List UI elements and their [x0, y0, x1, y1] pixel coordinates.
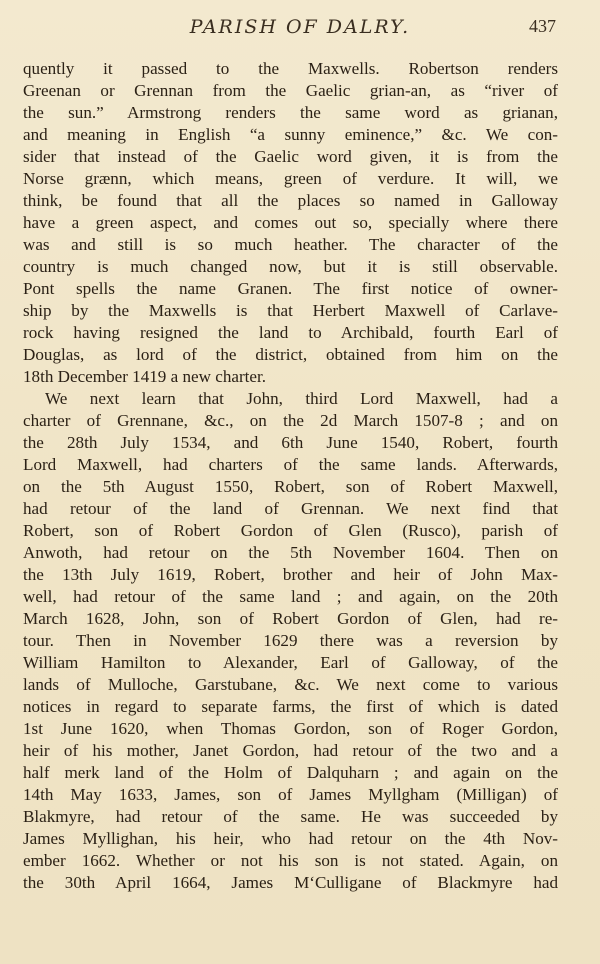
body-text [23, 58, 558, 894]
text-line: Greenan or Grennan from the Gaelic grian-an, as “river of [23, 81, 558, 100]
text-line: Lord Maxwell, had charters of the same lands. Afterwards, [23, 455, 558, 474]
text-line: We next learn that John, third Lord Maxwell, had a [45, 389, 558, 408]
text-line: lands of Mulloche, Garstubane, &c. We next come to various [23, 675, 558, 694]
text-line: William Hamilton to Alexander, Earl of Galloway, of the [23, 653, 558, 672]
text-line: quently it passed to the Maxwells. Robertson renders [23, 59, 558, 78]
text-line: March 1628, John, son of Robert Gordon of Glen, had re- [23, 609, 558, 628]
text-line: Blakmyre, had retour of the same. He was succeeded by [23, 807, 558, 826]
text-line: the 28th July 1534, and 6th June 1540, Robert, fourth [23, 433, 558, 452]
text-line: rock having resigned the land to Archibald, fourth Earl of [23, 323, 558, 342]
text-line: and meaning in English “a sunny eminence,” &c. We con- [23, 125, 558, 144]
text-line: ship by the Maxwells is that Herbert Maxwell of Carlave- [23, 301, 558, 320]
text-line: Anwoth, had retour on the 5th November 1604. Then on [23, 543, 558, 562]
text-line: sider that instead of the Gaelic word given, it is from the [23, 147, 558, 166]
running-head [0, 14, 600, 44]
text-line: Pont spells the name Granen. The first notice of owner- [23, 279, 558, 298]
text-line: have a green aspect, and comes out so, specially where there [23, 213, 558, 232]
text-line: 18th December 1419 a new charter. [23, 367, 267, 386]
text-line: on the 5th August 1550, Robert, son of Robert Maxwell, [23, 477, 558, 496]
text-line: country is much changed now, but it is still observable. [23, 257, 558, 276]
text-line: heir of his mother, Janet Gordon, had retour of the two and a [23, 741, 558, 760]
text-line: 14th May 1633, James, son of James Myllgham (Milligan) of [23, 785, 558, 804]
text-line: 1st June 1620, when Thomas Gordon, son of Roger Gordon, [23, 719, 558, 738]
text-line: the 13th July 1619, Robert, brother and heir of John Max- [23, 565, 558, 584]
text-line: the 30th April 1664, James M‘Culligane of Blackmyre had [23, 873, 558, 892]
text-line: well, had retour of the same land ; and again, on the 20th [23, 587, 558, 606]
text-line: notices in regard to separate farms, the first of which is dated [23, 697, 558, 716]
text-line: ember 1662. Whether or not his son is not stated. Again, on [23, 851, 558, 870]
text-line: think, be found that all the places so named in Galloway [23, 191, 558, 210]
text-line: half merk land of the Holm of Dalquharn ; and again on the [23, 763, 558, 782]
running-title: PARISH OF DALRY. [189, 16, 411, 38]
text-line: Robert, son of Robert Gordon of Glen (Rusco), parish of [23, 521, 558, 540]
text-line: Norse grænn, which means, green of verdure. It will, we [23, 169, 558, 188]
text-line: the sun.” Armstrong renders the same word as grianan, [23, 103, 558, 122]
text-line: charter of Grennane, &c., on the 2d March 1507-8 ; and on [23, 411, 558, 430]
text-line: was and still is so much heather. The character of the [23, 235, 558, 254]
text-line: had retour of the land of Grennan. We next find that [23, 499, 558, 518]
text-line: James Myllighan, his heir, who had retour on the 4th Nov- [23, 829, 558, 848]
page-number: 437 [529, 16, 556, 36]
text-line: Douglas, as lord of the district, obtained from him on the [23, 345, 558, 364]
text-line: tour. Then in November 1629 there was a reversion by [23, 631, 558, 650]
